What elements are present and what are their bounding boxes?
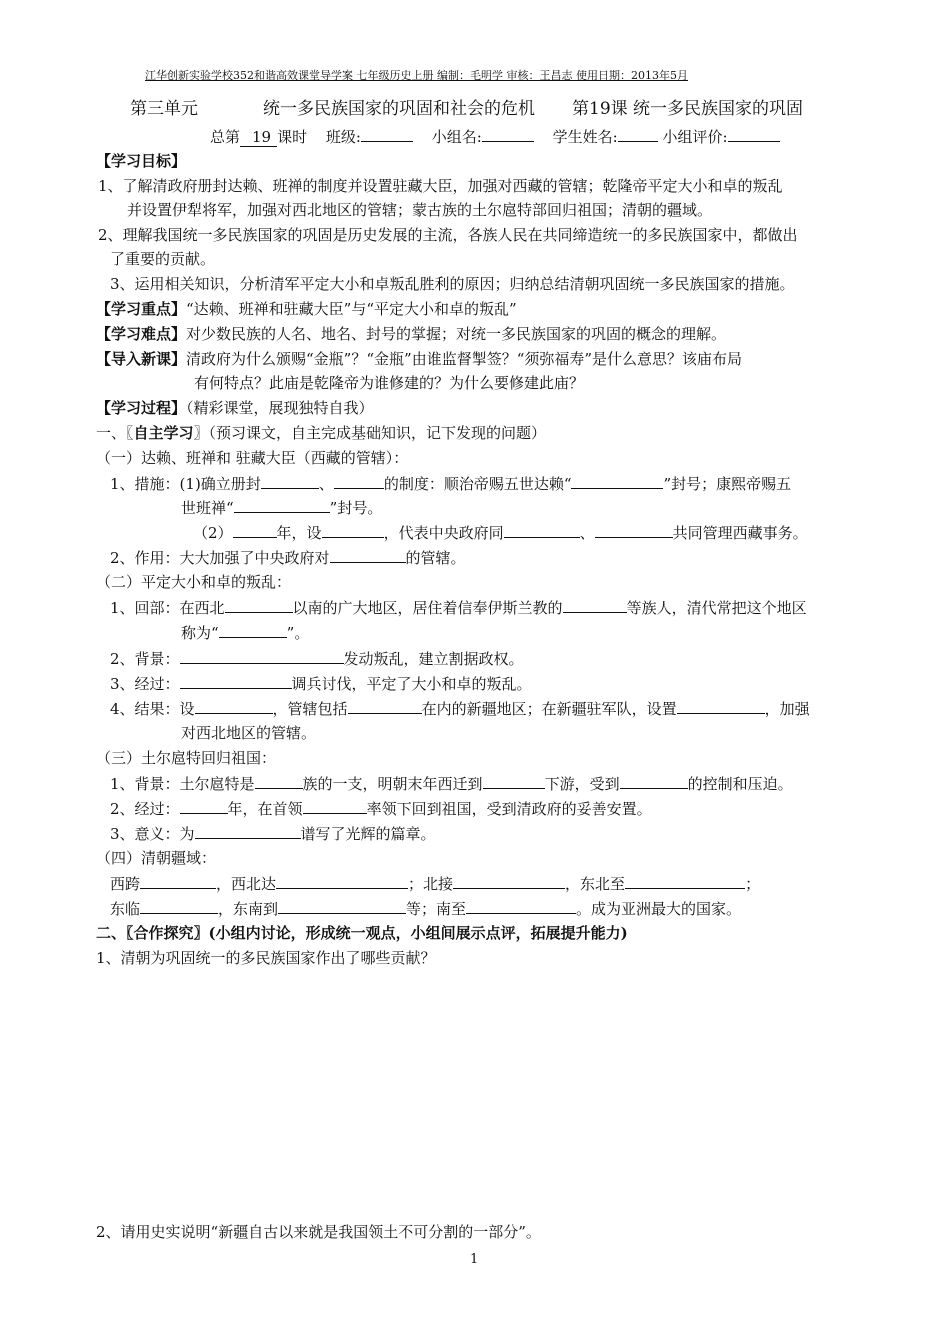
group-blank[interactable] — [482, 126, 534, 142]
class-label: 班级: — [325, 128, 361, 146]
s3-blank-4[interactable] — [180, 798, 228, 814]
process — [96, 398, 374, 418]
total-suffix: 课时 — [277, 128, 308, 146]
intro-text-2: 有何特点？此庙是乾隆帝为谁修建的？为什么要修建此庙？ — [194, 374, 585, 392]
s3-t2a: 2、经过： — [110, 800, 180, 818]
s2-r4b: ，管辖包括 — [272, 700, 348, 718]
s2-blank-6[interactable] — [195, 698, 273, 714]
s2-r1a: 1、回部：在西北 — [110, 599, 225, 617]
s1-measures-line1 — [110, 473, 791, 494]
page-header: 江华创新实验学校352和谐高效课堂导学案 七年级历史上册 编制：毛明学 审核：王昌志 使用日期：2013年5月 — [145, 69, 688, 82]
s4-blank-7[interactable] — [466, 898, 576, 914]
key-points — [96, 299, 517, 319]
s1-effect — [110, 547, 466, 568]
objectives-heading: 【学习目标】 — [96, 152, 187, 170]
s4-title: （四）清朝疆域： — [96, 849, 217, 867]
s3-title: （三）土尔扈特回归祖国： — [96, 749, 277, 767]
group-label: 小组名: — [431, 128, 482, 146]
s4-l2 — [110, 898, 741, 919]
objective-1b: 并设置伊犁将军，加强对西北地区的管辖；蒙古族的土尔扈特部回归祖国；清朝的疆域。 — [127, 201, 713, 219]
s1-m2a: （2） — [193, 524, 233, 542]
objective-2a: 2、理解我国统一多民族国家的巩固是历史发展的主流，各族人民在共同缔造统一的多民族国家中，都做出 — [98, 226, 798, 244]
s1-title: （一）达赖、班禅和 驻藏大臣（西藏的管辖）： — [96, 449, 409, 467]
s4-l1a: 西跨 — [110, 875, 141, 893]
lesson-title: 第19课 统一多民族国家的巩固 — [572, 99, 804, 119]
s1-blank-6[interactable] — [322, 522, 384, 538]
s2-r3a: 3、经过： — [110, 675, 180, 693]
s1-blank-2[interactable] — [334, 473, 384, 489]
s1-m1c: 的制度：顺治帝赐五世达赖“ — [383, 475, 572, 493]
s1-m2d: 、 — [579, 524, 595, 542]
student-blank[interactable] — [618, 126, 658, 142]
s1-m1a: 1、措施：(1)确立册封 — [110, 475, 261, 493]
s4-l2d: 。成为亚洲最大的国家。 — [576, 900, 742, 918]
s1-blank-1[interactable] — [261, 473, 319, 489]
s3-t3 — [110, 823, 436, 844]
process-label: 【学习过程】 — [96, 399, 187, 417]
s1-m1e: 世班禅“ — [181, 499, 234, 517]
s2-blank-1[interactable] — [225, 597, 293, 613]
s3-t1c: 下游，受到 — [544, 775, 620, 793]
s2-blank-5[interactable] — [180, 673, 292, 689]
self-study-prefix: 一、〖 — [96, 424, 134, 442]
s4-blank-6[interactable] — [278, 898, 406, 914]
s1-blank-5[interactable] — [233, 522, 277, 538]
s4-blank-4[interactable] — [625, 873, 745, 889]
s3-t1a: 1、背景：土尔扈特是 — [110, 775, 255, 793]
s2-r1-cont — [181, 622, 309, 643]
s1-ea: 2、作用：大大加强了中央政府对 — [110, 549, 330, 567]
s3-blank-2[interactable] — [483, 773, 545, 789]
unit-name: 统一多民族国家的巩固和社会的危机 — [263, 99, 535, 119]
s4-l2c: 等；南至 — [406, 900, 467, 918]
s1-m1d: ”封号；康熙帝赐五 — [663, 475, 792, 493]
s2-r4d: ，加强 — [764, 700, 810, 718]
s4-blank-5[interactable] — [140, 898, 218, 914]
self-study-label: 自主学习 — [133, 424, 194, 442]
s2-r4a: 4、结果：设 — [110, 700, 195, 718]
s2-title: （二）平定大小和卓的叛乱： — [96, 573, 292, 591]
s2-r1e: ”。 — [286, 624, 310, 642]
s4-l2b: ，东南到 — [218, 900, 279, 918]
s2-r1c: 等族人，清代常把这个地区 — [626, 599, 807, 617]
s2-r4c: 在内的新疆地区；在新疆驻军队，设置 — [421, 700, 677, 718]
s3-blank-5[interactable] — [303, 798, 367, 814]
eval-blank[interactable] — [728, 126, 780, 142]
s1-blank-9[interactable] — [330, 547, 406, 563]
objective-1a: 1、了解清政府册封达赖、班禅的制度并设置驻藏大臣，加强对西藏的管辖；乾隆帝平定大小和卓的叛乱 — [98, 177, 783, 195]
s1-blank-4[interactable] — [234, 497, 330, 513]
answer-area-1[interactable] — [96, 975, 866, 1210]
s1-eb: 的管辖。 — [405, 549, 466, 567]
s4-l2a: 东临 — [110, 900, 141, 918]
difficulty-label: 【学习难点】 — [96, 325, 187, 343]
page-number: 1 — [470, 1252, 479, 1267]
s3-t1b: 族的一支，明朝末年西迁到 — [302, 775, 483, 793]
s3-t2b: 年，在首领 — [227, 800, 303, 818]
s3-t1d: 的控制和压迫。 — [687, 775, 793, 793]
total-prefix: 总第 — [210, 128, 241, 146]
coop-question-2: 2、请用史实说明“新疆自古以来就是我国领土不可分割的一部分”。 — [96, 1223, 541, 1241]
unit-label: 第三单元 — [130, 99, 198, 119]
s4-l1d: ，东北至 — [565, 875, 626, 893]
s2-r3 — [110, 673, 532, 694]
s1-blank-7[interactable] — [504, 522, 580, 538]
s3-blank-1[interactable] — [255, 773, 303, 789]
s2-r3b: 调兵讨伐，平定了大小和卓的叛乱。 — [291, 675, 532, 693]
s2-r1b: 以南的广大地区，居住着信奉伊斯兰教的 — [292, 599, 563, 617]
s2-r2 — [110, 648, 524, 669]
coop-question-1: 1、清朝为巩固统一的多民族国家作出了哪些贡献？ — [96, 949, 436, 967]
s4-l1 — [110, 873, 760, 894]
eval-label: 小组评价: — [662, 128, 728, 146]
s3-t2 — [110, 798, 652, 819]
s4-l1e: ； — [745, 875, 761, 893]
s2-blank-7[interactable] — [348, 698, 422, 714]
objective-3: 3、运用相关知识，分析清军平定大小和卓叛乱胜利的原因；归纳总结清朝巩固统一多民族国家的措施。 — [110, 275, 795, 293]
s1-m1f: ”封号。 — [329, 499, 383, 517]
info-row — [210, 126, 780, 147]
s3-blank-3[interactable] — [620, 773, 688, 789]
s4-blank-1[interactable] — [140, 873, 216, 889]
s1-m2e: 共同管理西藏事务。 — [672, 524, 808, 542]
s2-blank-2[interactable] — [563, 597, 627, 613]
self-study-suffix: 〗（预习课文，自主完成基础知识，记下发现的问题） — [193, 424, 547, 442]
s1-blank-8[interactable] — [595, 522, 673, 538]
self-study-title — [96, 423, 546, 443]
s1-m2b: 年，设 — [276, 524, 322, 542]
s4-l1c: ；北接 — [408, 875, 454, 893]
s2-r1 — [110, 597, 807, 618]
total-value: 19 — [240, 128, 277, 147]
s2-r2b: 发动叛乱，建立割据政权。 — [343, 650, 524, 668]
class-blank[interactable] — [361, 126, 413, 142]
intro-label: 【导入新课】 — [96, 350, 187, 368]
s3-t1 — [110, 773, 793, 794]
s2-r4 — [110, 698, 810, 719]
s2-r2a: 2、背景： — [110, 650, 180, 668]
s2-r1d: 称为“ — [181, 624, 219, 642]
s3-blank-6[interactable] — [195, 823, 301, 839]
s1-measures-line2 — [181, 497, 382, 518]
coop-title: 二、〖合作探究〗(小组内讨论，形成统一观点，小组间展示点评，拓展提升能力) — [96, 924, 628, 942]
s4-blank-2[interactable] — [276, 873, 408, 889]
s3-t2c: 率领下回到祖国，受到清政府的妥善安置。 — [366, 800, 652, 818]
key-points-label: 【学习重点】 — [96, 300, 187, 318]
difficulty-text: 对少数民族的人名、地名、封号的掌握；对统一多民族国家的巩固的概念的理解。 — [186, 325, 727, 343]
difficulty — [96, 324, 726, 344]
s2-r4-cont: 对西北地区的管辖。 — [181, 724, 317, 742]
s1-measures-line3 — [193, 522, 808, 543]
s3-t3a: 3、意义：为 — [110, 825, 195, 843]
s4-blank-3[interactable] — [453, 873, 565, 889]
intro-text-1: 清政府为什么颁赐“金瓶”？“金瓶”由谁监督掣签？“须弥福寿”是什么意思？该庙布局 — [186, 350, 743, 368]
student-label: 学生姓名: — [552, 128, 618, 146]
s1-blank-3[interactable] — [571, 473, 663, 489]
s3-t3b: 谱写了光辉的篇章。 — [300, 825, 436, 843]
key-points-text: “达赖、班禅和驻藏大臣”与“平定大小和卓的叛乱” — [186, 300, 517, 318]
s4-l1b: ，西北达 — [216, 875, 277, 893]
s1-m1b: 、 — [318, 475, 334, 493]
s1-m2c: ，代表中央政府同 — [383, 524, 504, 542]
process-text: （精彩课堂，展现独特自我） — [186, 399, 374, 417]
s2-blank-4[interactable] — [180, 648, 344, 664]
s2-blank-8[interactable] — [677, 698, 765, 714]
intro — [96, 349, 742, 369]
s2-blank-3[interactable] — [219, 622, 287, 638]
objective-2b: 了重要的贡献。 — [110, 250, 216, 268]
